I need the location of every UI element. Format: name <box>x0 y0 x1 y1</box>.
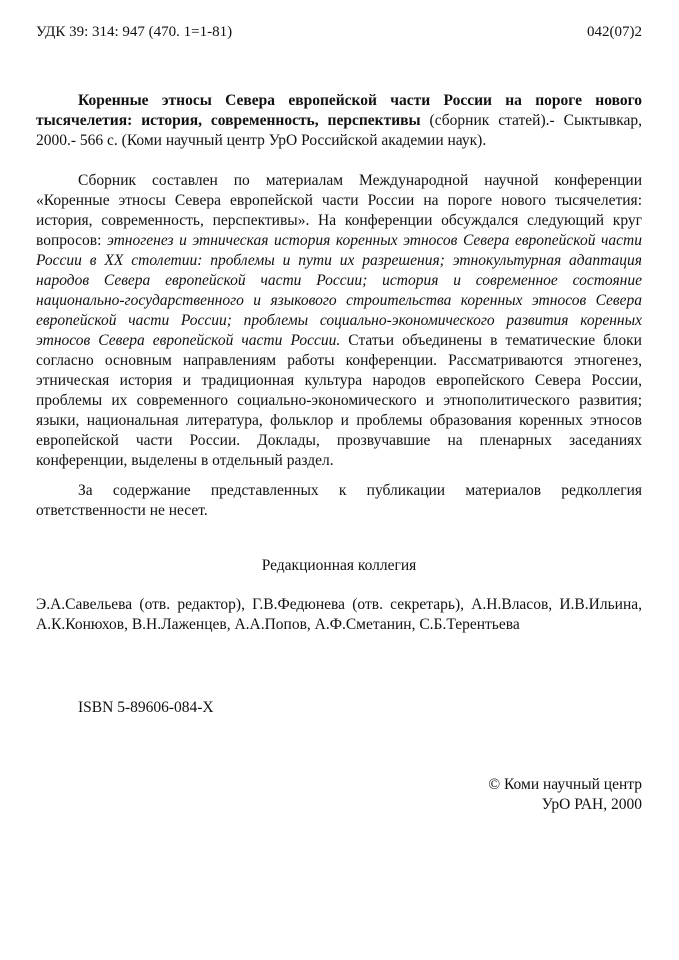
abstract-paragraph <box>36 171 642 471</box>
bibliographic-description <box>36 91 642 151</box>
abstract-topics: этногенез и этническая история коренных этносов Севера европейской части России в XX столетии: проблемы и пути их разрешения; этнокультурная адаптация народов Севера европейской части России; история и современное состояние национально-государственного и языкового строительства коренных этносов Севера европейской части России; проблемы социально-экономического развития коренных этносов Севера европейской части России. <box>36 232 642 349</box>
editorial-board-members: Э.А.Савельева (отв. редактор), Г.В.Федюнева (отв. секретарь), А.Н.Власов, И.В.Ильина, А.К.Конюхов, В.Н.Лаженцев, А.А.Попов, А.Ф.Сметанин, С.Б.Терентьева <box>36 596 642 633</box>
abstract-body: Статьи объединены в тематические блоки согласно основным направлениям работы конференции. Рассматриваются этногенез, этническая история и традиционная культура народов европейского Севера России, проблемы их современного социально-экономического и этнополитического развития; языки, национальная литература, фольклор и проблемы образования коренных этносов европейской части России. Доклады, прозвучавшие на пленарных заседаниях конференции, выделены в отдельный раздел. <box>36 332 642 469</box>
responsibility-note: За содержание представленных к публикации материалов редколлегия ответственности не несет. <box>36 482 642 519</box>
copyright-line-2: УрО РАН, 2000 <box>541 796 642 813</box>
copyright <box>488 775 642 815</box>
classification-code: 042(07)2 <box>587 24 642 40</box>
copyright-line-1: © Коми научный центр <box>488 776 642 793</box>
isbn: ISBN 5-89606-084-X <box>78 699 214 716</box>
editorial-board-title: Редакционная коллегия <box>261 557 417 574</box>
book-title: Коренные этносы Севера европейской части России на пороге нового тысячелетия: история, современность, перспективы <box>36 92 642 129</box>
publication-details: (сборник статей).- Сыктывкар, 2000.- 566 с. (Коми научный центр УрО Российской академии наук). <box>36 112 642 149</box>
udk-code: УДК 39: 314: 947 (470. 1=1-81) <box>36 24 233 40</box>
abstract-intro: Сборник составлен по материалам Международной научной конференции «Коренные этносы Севера европейской части России на пороге нового тысячелетия: история, современность, перспективы». На конференции обсуждался следующий круг вопросов: <box>36 172 642 249</box>
